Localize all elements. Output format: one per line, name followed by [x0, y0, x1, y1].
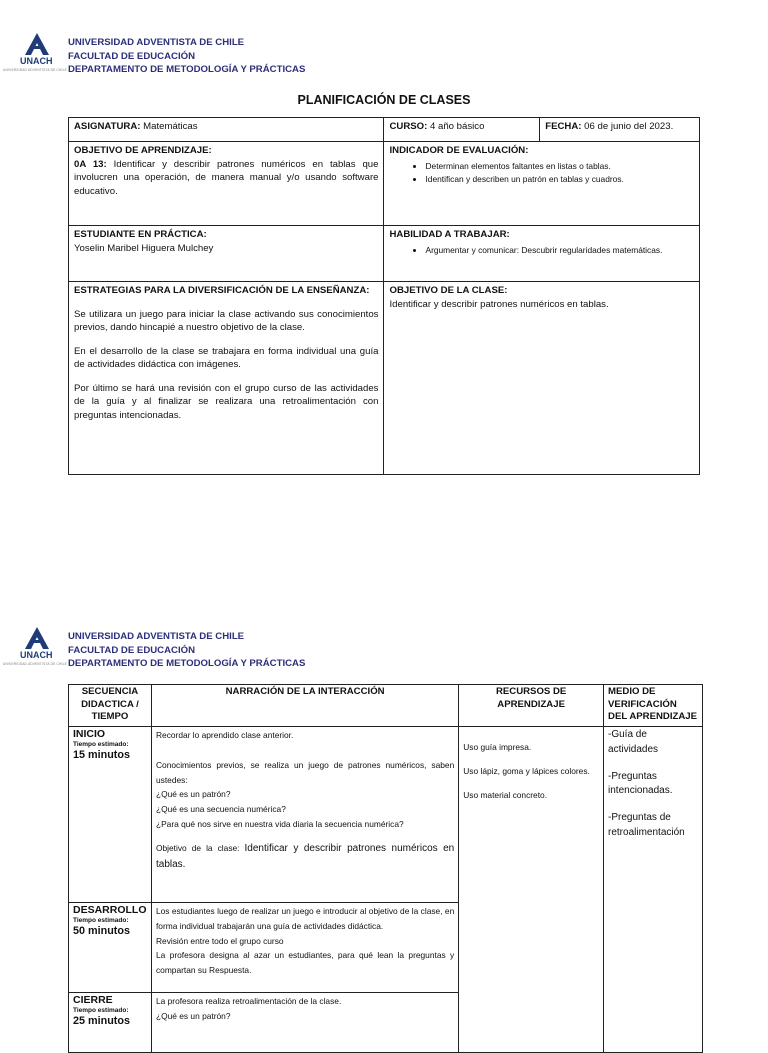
- indicador-list: [389, 160, 694, 186]
- institution-block: [68, 36, 305, 77]
- objetivo-clase-value: Identificar y describir patrones numéricos en tablas.: [389, 298, 609, 310]
- asignatura-label: ASIGNATURA:: [74, 121, 141, 132]
- objetivo-clase-cell: [384, 282, 700, 475]
- estrategias-label: ESTRATEGIAS PARA LA DIVERSIFICACIÓN DE LA ENSEÑANZA:: [74, 285, 370, 296]
- department-name: DEPARTAMENTO DE METODOLOGÍA Y PRÁCTICAS: [68, 658, 306, 669]
- column-header: MEDIO DE VERIFICACIÓN DEL APRENDIZAJE: [604, 685, 703, 727]
- tiempo-label: Tiempo estimado:: [73, 741, 129, 748]
- unach-logo: [2, 627, 66, 685]
- oa-text: Identificar y describir patrones numéricos en tablas que involucren una operación, de manera manual y/o usando software educativo.: [74, 158, 379, 197]
- objetivo-aprendizaje-cell: [69, 142, 384, 226]
- table-row: [69, 727, 703, 903]
- habilidad-list: [389, 244, 694, 257]
- resource-item: Uso material concreto.: [463, 789, 548, 800]
- estrategias-paragraph: En el desarrollo de la clase se trabajara en forma individual una guía de actividades didáctica con imágenes.: [74, 345, 379, 370]
- estrategias-paragraph: Por último se hará una revisión con el grupo curso de las actividades de la guía y al finalizar se realizara una retroalimentación con preguntas intencionadas.: [74, 382, 379, 421]
- verification-item: -Preguntas intencionadas.: [608, 770, 673, 797]
- narration-line: ¿Qué es un patrón?: [155, 1010, 231, 1021]
- column-header: NARRACIÓN DE LA INTERACCIÓN: [151, 685, 458, 727]
- curso-value: 4 año básico: [427, 121, 485, 132]
- estudiante-label: ESTUDIANTE EN PRÁCTICA:: [74, 229, 207, 240]
- narration-line: La profesora realiza retroalimentación de la clase.: [155, 996, 342, 1006]
- asignatura-value: Matemáticas: [140, 121, 198, 132]
- tiempo-label: Tiempo estimado:: [73, 917, 129, 924]
- column-header: SECUENCIA DIDACTICA / TIEMPO: [69, 685, 152, 727]
- indicador-label: INDICADOR DE EVALUACIÓN:: [389, 145, 529, 156]
- narration-line: Revisión entre todo el grupo curso: [155, 935, 284, 946]
- narration-line: La profesora designa al azar un estudiantes, para qué lean la preguntas y compartan su Respuesta.: [155, 950, 455, 976]
- oa-code: 0A 13:: [74, 158, 107, 170]
- asignatura-cell: [69, 118, 384, 142]
- narration-line: ¿Qué es un patrón?: [155, 789, 231, 800]
- verificacion-cell: [604, 727, 703, 1053]
- logo-text: UNACH: [20, 650, 53, 660]
- objective-prefix: Objetivo de la clase:: [155, 842, 245, 853]
- list-item: • Determinan elementos faltantes en listas o tablas.: [425, 160, 694, 173]
- inicio-narration-cell: [151, 727, 458, 903]
- logo-subtext: UNIVERSIDAD ADVENTISTA DE CHILE: [3, 68, 67, 72]
- estudiante-value: Yoselin Maribel Higuera Mulchey: [74, 242, 214, 254]
- table-header-row: [69, 685, 703, 727]
- indicador-cell: [384, 142, 700, 226]
- objetivo-clase-label: OBJETIVO DE LA CLASE:: [389, 285, 508, 296]
- list-item: • Identifican y describen un patrón en tablas y cuadros.: [425, 173, 694, 186]
- column-header: RECURSOS DE APRENDIZAJE: [459, 685, 604, 727]
- logo-text: UNACH: [20, 56, 53, 66]
- narration-line: Conocimientos previos, se realiza un juego de patrones numéricos, saben ustedes:: [155, 759, 455, 785]
- list-item: • Argumentar y comunicar: Descubrir regularidades matemáticas.: [425, 244, 694, 257]
- cierre-phase-cell: [69, 993, 152, 1053]
- phase-title: INICIO: [73, 728, 106, 740]
- department-name: DEPARTAMENTO DE METODOLOGÍA Y PRÁCTICAS: [68, 64, 306, 75]
- phase-title: CIERRE: [73, 994, 113, 1006]
- table-row: [69, 142, 700, 226]
- curso-cell: [384, 118, 540, 142]
- unach-logo: [2, 33, 66, 91]
- habilidad-label: HABILIDAD A TRABAJAR:: [389, 229, 510, 240]
- phase-duration: 50 minutos: [73, 925, 130, 937]
- estrategias-paragraph: Se utilizara un juego para iniciar la clase activando sus conocimientos previos, dando hincapié a nuestro objetivo de la clase.: [74, 308, 379, 333]
- narration-line: ¿Qué es una secuencia numérica?: [155, 804, 286, 815]
- faculty-name: FACULTAD DE EDUCACIÓN: [68, 644, 196, 656]
- faculty-name: FACULTAD DE EDUCACIÓN: [68, 50, 196, 62]
- phase-title: DESARROLLO: [73, 904, 147, 916]
- document-title: PLANIFICACIÓN DE CLASES: [297, 93, 471, 107]
- page1-header: [0, 33, 768, 93]
- verification-item: -Preguntas de retroalimentación: [608, 812, 685, 838]
- phase-duration: 15 minutos: [73, 749, 130, 761]
- institution-name: UNIVERSIDAD ADVENTISTA DE CHILE: [68, 631, 245, 642]
- inicio-phase-cell: [69, 727, 152, 903]
- desarrollo-narration-cell: [151, 903, 458, 993]
- tiempo-label: Tiempo estimado:: [73, 1007, 129, 1014]
- resource-item: Uso guía impresa.: [463, 742, 532, 752]
- recursos-cell: [459, 727, 604, 1053]
- unach-logo-icon: [22, 627, 52, 649]
- narration-objective: [156, 841, 454, 873]
- estudiante-cell: [69, 226, 384, 282]
- habilidad-cell: [384, 226, 700, 282]
- estrategias-cell: [69, 282, 384, 475]
- objective-text: Identificar y describir patrones numéricos en tablas.: [155, 842, 455, 870]
- fecha-cell: [540, 118, 700, 142]
- fecha-label: FECHA:: [545, 121, 582, 132]
- narration-line: ¿Para qué nos sirve en nuestra vida diaria la secuencia numérica?: [155, 818, 404, 829]
- logo-subtext: UNIVERSIDAD ADVENTISTA DE CHILE: [3, 662, 67, 666]
- phase-duration: 25 minutos: [73, 1015, 130, 1027]
- class-plan-table: [68, 117, 700, 475]
- table-row: [69, 226, 700, 282]
- table-row: [69, 118, 700, 142]
- desarrollo-phase-cell: [69, 903, 152, 993]
- objetivo-aprendizaje-label: OBJETIVO DE APRENDIZAJE:: [74, 145, 212, 156]
- unach-logo-icon: [22, 33, 52, 55]
- curso-label: CURSO:: [389, 121, 428, 132]
- fecha-value: 06 de junio del 2023.: [581, 121, 674, 132]
- verification-item: -Guía de actividades: [608, 729, 659, 755]
- institution-name: UNIVERSIDAD ADVENTISTA DE CHILE: [68, 37, 245, 48]
- narration-line: Recordar lo aprendido clase anterior.: [155, 730, 294, 740]
- narration-line: Los estudiantes luego de realizar un juego e introducir al objetivo de la clase, en forma individual trabajarán una guía de actividades didáctica.: [155, 906, 455, 931]
- table-row: [69, 282, 700, 475]
- resource-item: Uso lápiz, goma y lápices colores.: [463, 765, 590, 776]
- cierre-narration-cell: [151, 993, 458, 1053]
- institution-block: [68, 630, 305, 671]
- didactic-sequence-table: [68, 684, 703, 1053]
- page2-header: [0, 627, 768, 687]
